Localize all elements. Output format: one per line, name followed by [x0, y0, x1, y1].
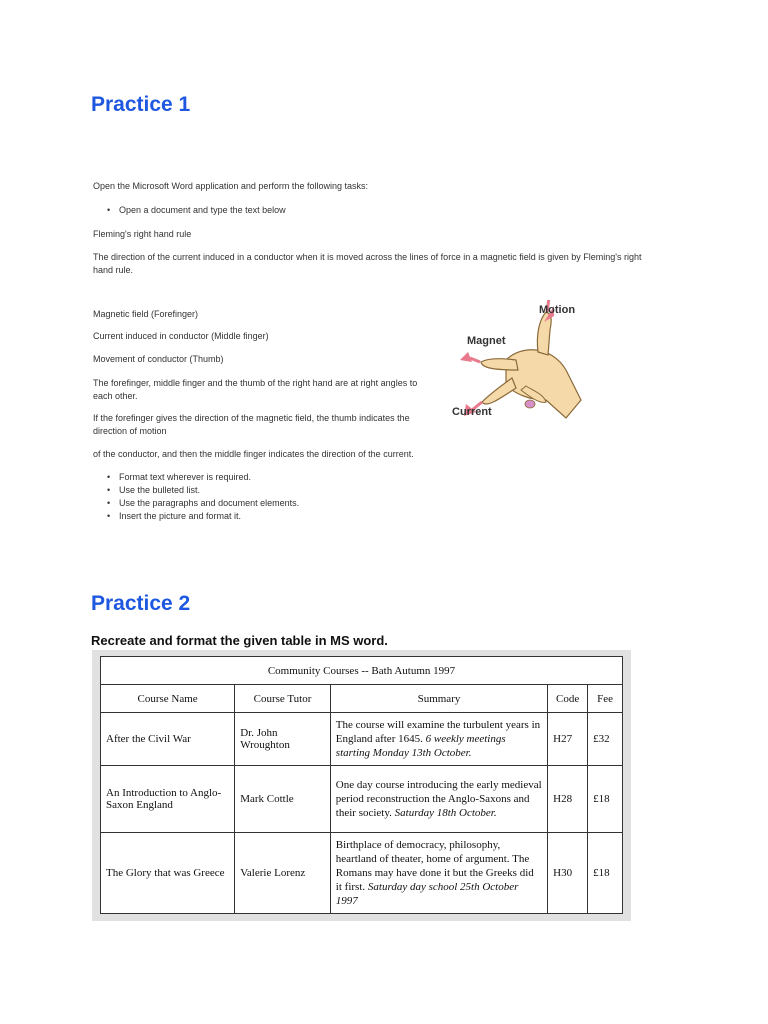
if-forefinger-line2: direction of motion: [93, 426, 167, 436]
format-bullet-item: • Use the bulleted list.: [106, 484, 299, 497]
course-tutor-cell: Valerie Lorenz: [235, 833, 331, 914]
table-row: [101, 833, 623, 914]
table-caption: Community Courses -- Bath Autumn 1997: [101, 657, 623, 685]
table-row: [101, 713, 623, 766]
course-tutor-cell: Dr. John Wroughton: [235, 713, 331, 766]
fleming-hand-illustration: [446, 300, 596, 430]
conductor-line: of the conductor, and then the middle finger indicates the direction of the current.: [93, 449, 414, 459]
course-name-cell: The Glory that was Greece: [101, 833, 235, 914]
intro-text: Open the Microsoft Word application and perform the following tasks:: [93, 181, 368, 191]
summary-schedule: Saturday day school 25th October 1997: [335, 881, 519, 907]
practice-2-heading: Practice 2: [91, 592, 191, 615]
summary-cell: [330, 766, 547, 833]
magnet-label: Magnet: [467, 335, 506, 347]
motion-label: Motion: [539, 304, 576, 316]
if-forefinger-line1: If the forefinger gives the direction of the magnetic field, the thumb indicates the: [93, 413, 410, 423]
code-cell: H30: [548, 833, 588, 914]
courses-table: [100, 656, 623, 914]
fee-cell: £32: [588, 713, 623, 766]
practice-1-heading: Practice 1: [91, 93, 191, 116]
practice-2-subtitle: Recreate and format the given table in MS word.: [91, 633, 388, 648]
course-name-cell: An Introduction to Anglo-Saxon England: [101, 766, 235, 833]
summary-text: One day course introducing the early medieval period reconstruction the Anglo-Saxons and their society.: [335, 779, 542, 819]
table-caption-row: [101, 657, 623, 685]
summary-schedule: Saturday 18th October.: [394, 807, 497, 819]
column-header-course-tutor: Course Tutor: [235, 685, 331, 713]
column-header-summary: Summary: [330, 685, 547, 713]
rule-paragraph-line2: hand rule.: [93, 265, 134, 275]
format-bullet-list: [106, 471, 299, 523]
code-cell: H27: [548, 713, 588, 766]
summary-text: Birthplace of democracy, philosophy, heartland of theater, home of argument. The Romans may have done it but the Greeks did it first.: [335, 839, 534, 893]
format-bullet-item: • Format text wherever is required.: [106, 471, 299, 484]
movement-text: Movement of conductor (Thumb): [93, 354, 224, 364]
summary-cell: [330, 713, 547, 766]
summary-schedule: 6 weekly meetings starting Monday 13th October.: [335, 733, 506, 759]
right-angles-line2: each other.: [93, 391, 138, 401]
current-induced-text: Current induced in conductor (Middle finger): [93, 331, 269, 341]
magnetic-field-text: Magnetic field (Forefinger): [93, 309, 199, 319]
format-bullet-item: • Insert the picture and format it.: [106, 510, 299, 523]
summary-cell: [330, 833, 547, 914]
right-angles-line1: The forefinger, middle finger and the thumb of the right hand are at right angles to: [93, 378, 418, 388]
code-cell: H28: [548, 766, 588, 833]
column-header-code: Code: [548, 685, 588, 713]
rule-paragraph-line1: The direction of the current induced in a conductor when it is moved across the lines of force in a magnetic field is given by Fleming's right: [93, 252, 642, 262]
table-header-row: [101, 685, 623, 713]
format-bullet-item: • Use the paragraphs and document elements.: [106, 497, 299, 510]
current-label: Current: [452, 406, 492, 418]
course-name-cell: After the Civil War: [101, 713, 235, 766]
course-tutor-cell: Mark Cottle: [235, 766, 331, 833]
summary-text: The course will examine the turbulent years in England after 1645.: [335, 719, 541, 745]
table-row: [101, 766, 623, 833]
fee-cell: £18: [588, 833, 623, 914]
task-bullet-list: [106, 204, 286, 217]
column-header-fee: Fee: [588, 685, 623, 713]
task-bullet-item: • Open a document and type the text below: [106, 204, 286, 217]
rule-title: Fleming's right hand rule: [93, 229, 192, 239]
fee-cell: £18: [588, 766, 623, 833]
column-header-course-name: Course Name: [101, 685, 235, 713]
table-container: [92, 650, 631, 921]
